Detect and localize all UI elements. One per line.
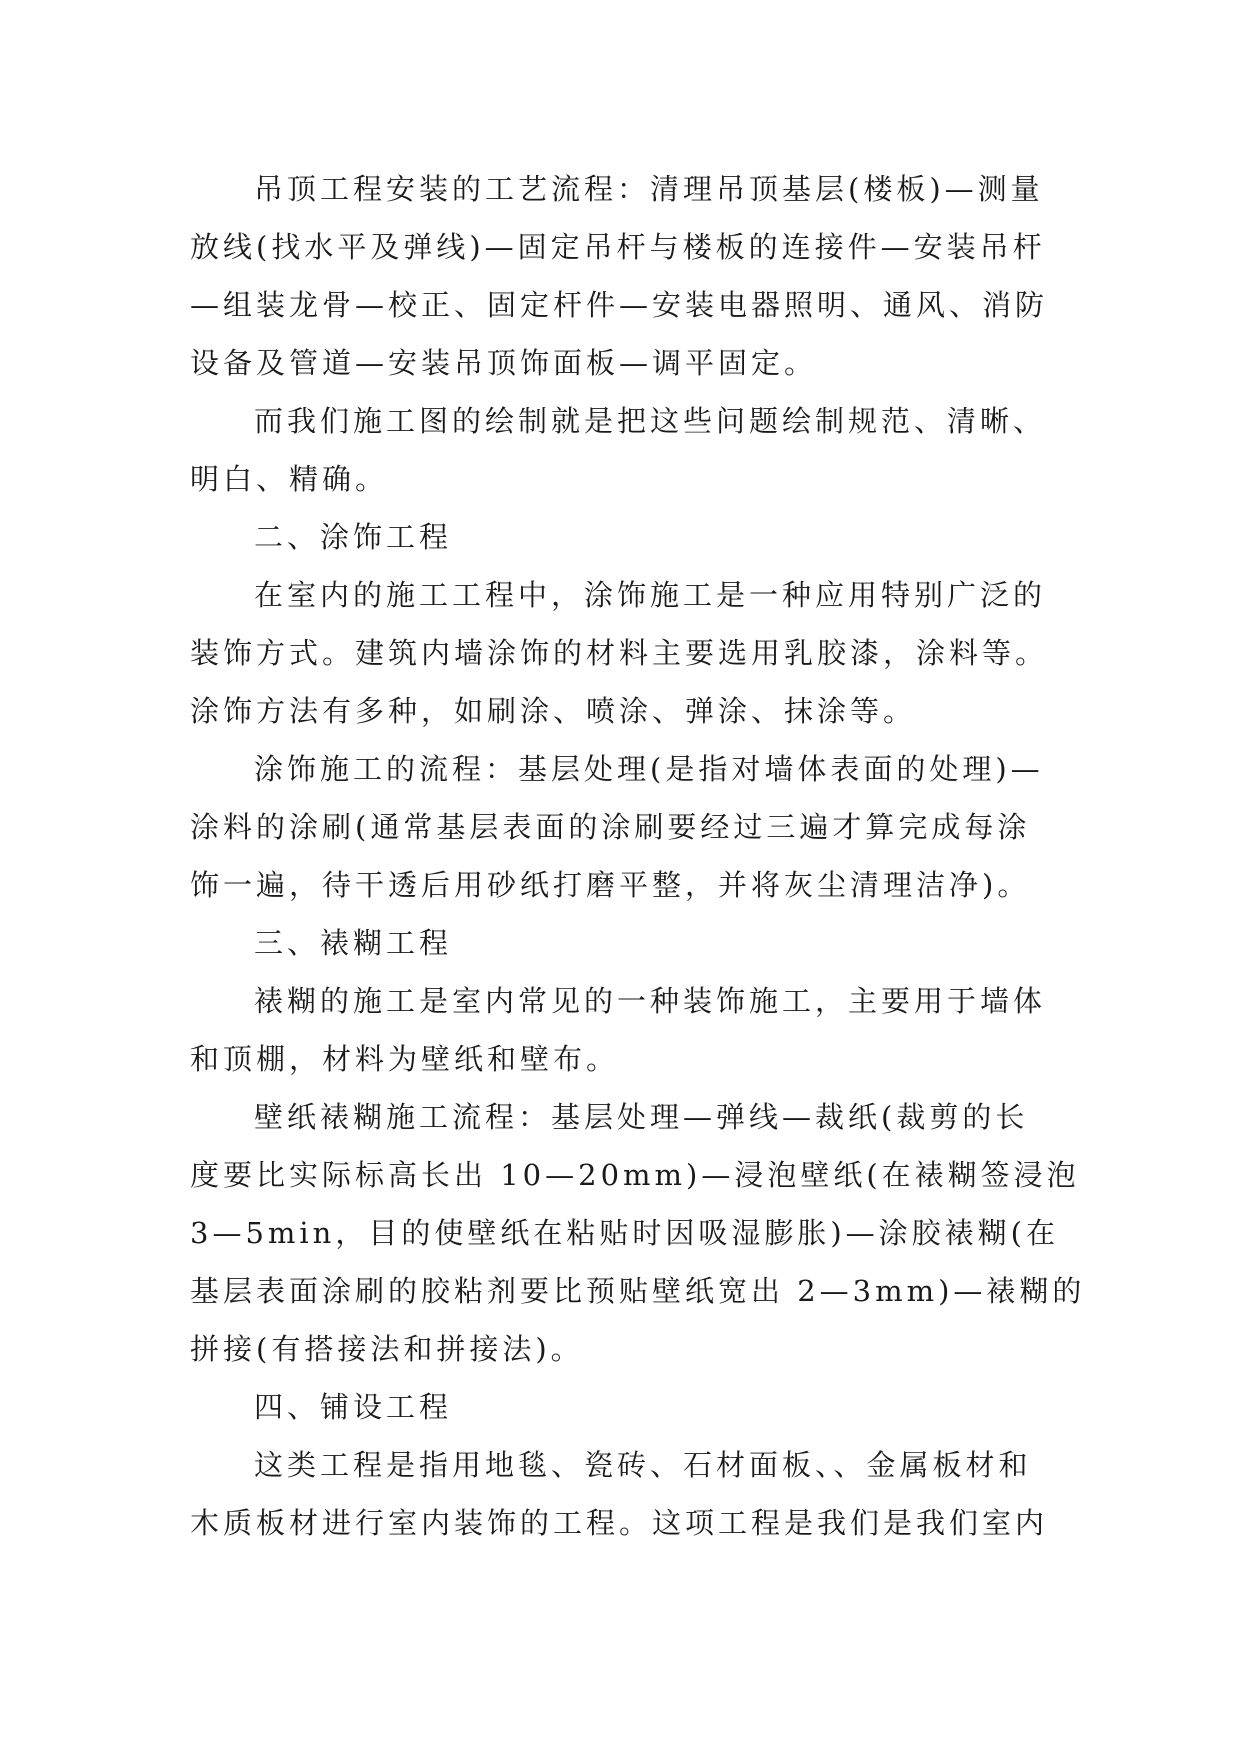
text-line: 三、裱糊工程 xyxy=(254,926,453,960)
text-line: 放线(找水平及弹线)—固定吊杆与楼板的连接件—安装吊杆 xyxy=(190,230,1046,264)
text-line: 壁纸裱糊施工流程：基层处理—弹线—裁纸(裁剪的长 xyxy=(254,1100,1029,1134)
text-line: 四、铺设工程 xyxy=(254,1390,453,1424)
text-line: —组装龙骨—校正、固定杆件—安装电器照明、通风、消防 xyxy=(190,288,1049,322)
text-line: 涂饰方法有多种，如刷涂、喷涂、弹涂、抹涂等。 xyxy=(190,694,917,728)
text-line: 涂料的涂刷(通常基层表面的涂刷要经过三遍才算完成每涂 xyxy=(190,810,1031,844)
document-body xyxy=(190,160,1086,1552)
text-line: 裱糊的施工是室内常见的一种装饰施工，主要用于墙体 xyxy=(254,984,1047,1018)
text-line: 装饰方式。建筑内墙涂饰的材料主要选用乳胶漆，涂料等。 xyxy=(190,636,1049,670)
text-line: 而我们施工图的绘制就是把这些问题绘制规范、清晰、 xyxy=(254,404,1047,438)
text-line: 拼接(有搭接法和拼接法)。 xyxy=(190,1332,584,1366)
text-line: 3—5min，目的使壁纸在粘贴时因吸湿膨胀)—涂胶裱糊(在 xyxy=(190,1216,1059,1250)
text-line: 这类工程是指用地毯、瓷砖、石材面板、、金属板材和 xyxy=(254,1448,1032,1482)
text-line: 设备及管道—安装吊顶饰面板—调平固定。 xyxy=(190,346,818,380)
text-line: 涂饰施工的流程：基层处理(是指对墙体表面的处理)— xyxy=(254,752,1044,786)
text-line: 木质板材进行室内装饰的工程。这项工程是我们是我们室内 xyxy=(190,1506,1049,1540)
text-line: 饰一遍，待干透后用砂纸打磨平整，并将灰尘清理洁净)。 xyxy=(190,868,1031,902)
text-line: 基层表面涂刷的胶粘剂要比预贴壁纸宽出 2—3mm)—裱糊的 xyxy=(190,1274,1086,1308)
text-line: 明白、精确。 xyxy=(190,462,389,496)
text-line: 和顶棚，材料为壁纸和壁布。 xyxy=(190,1042,620,1076)
text-line: 在室内的施工工程中，涂饰施工是一种应用特别广泛的 xyxy=(254,578,1047,612)
text-line: 二、涂饰工程 xyxy=(254,520,453,554)
text-line: 度要比实际标高长出 10—20mm)—浸泡壁纸(在裱糊签浸泡 xyxy=(190,1158,1080,1192)
text-line: 吊顶工程安装的工艺流程：清理吊顶基层(楼板)—测量 xyxy=(254,172,1044,206)
